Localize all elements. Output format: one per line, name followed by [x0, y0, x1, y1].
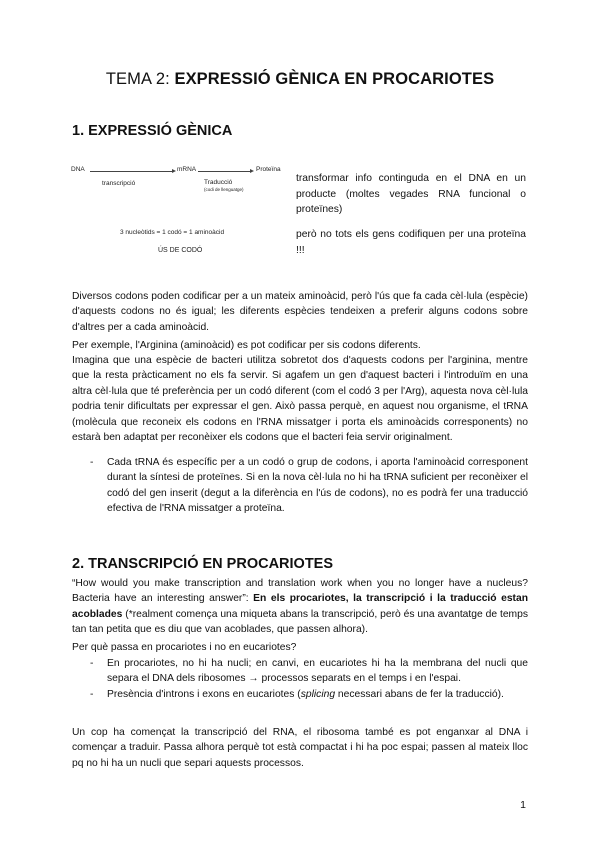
bullet-dash: - — [90, 688, 94, 700]
gene-expression-definition: transformar info continguda en el DNA en un producte (moltes vegades RNA funcional o proteïnes) — [296, 173, 526, 215]
prokaryote-bullet-list — [72, 656, 528, 702]
quote-text: “How would you make transcription and translation work when you no longer have a nucleus? Bacteria have an interesting answer”: — [72, 578, 528, 605]
bullet-dash: - — [90, 658, 94, 669]
list-item — [72, 455, 528, 517]
diagram-transcription-label: transcripció — [102, 180, 136, 187]
arginine-example-line: Per exemple, l'Arginina (aminoàcid) es pot codificar per sis codons diferents. — [72, 340, 421, 351]
ribosome-paragraph: Un cop ha començat la transcripció del RNA, el ribosoma també es pot enganxar al DNA i començar a traduir. Passa alhora perquè tot està compactat i hi ha poc espai; passen al mateix lloc pq no hi ha un nucli que separi aquests processos. — [72, 727, 528, 769]
page-title — [0, 70, 600, 89]
diagram-translation-label: Traducció — [204, 179, 233, 186]
question-line: Per què passa en procariotes i no en eucariotes? — [72, 642, 297, 653]
splicing-term: splicing — [300, 688, 336, 700]
page-number: 1 — [520, 799, 526, 811]
diagram-translation-sub: (codi de llenguatge) — [204, 187, 244, 192]
diagram-dna-label: DNA — [71, 166, 85, 173]
diagram-caption: ÚS DE CODÓ — [158, 247, 203, 254]
arrowhead-2 — [250, 169, 254, 173]
diagram-mrna-label: mRNA — [177, 166, 197, 173]
introns-bullet-b: necessari abans de fer la traducció). — [335, 688, 504, 700]
gene-expression-note: però no tots els gens codifiquen per una proteïna !!! — [296, 229, 526, 256]
diagram-protein-label: Proteïna — [256, 166, 281, 173]
title-prefix: TEMA 2: — [105, 70, 170, 88]
title-main: EXPRESSIÓ GÈNICA EN PROCARIOTES — [174, 70, 495, 88]
list-item — [72, 687, 528, 702]
diagram-codon-rule: 3 nucleòtids = 1 codó = 1 aminoàcid — [120, 229, 225, 236]
nucleus-bullet-text: En procariotes, no hi ha nucli; en canvi, en eucariotes hi ha la membrana del nucli que separa el DNA dels ribosomes → processos separats en el temps i en l'espai. — [107, 658, 528, 685]
quote-bold-text: En els procariotes, la transcripció i la traducció estan acoblades — [72, 593, 528, 620]
section1-heading: 1. EXPRESSIÓ GÈNICA — [72, 123, 233, 139]
trna-bullet-text: Cada tRNA és específic per a un codó o grup de codons, i aporta l'aminoàcid corresponent durant la síntesi de proteïnes. Si en la nova cèl·lula no hi ha tRNA suficient per reconèixer el codó del gen inserit (degut a la diferència en l'ús de codons), no es podrà fer una traducció efectiva de l'RNA missatger a proteïna. — [107, 457, 528, 515]
bullet-dash: - — [90, 457, 94, 468]
codon-usage-paragraph: Diversos codons poden codificar per a un mateix aminoàcid, però l'ús que fa cada cèl·lula (espècie) d'aquests codons no és igual; les diferents espècies tendeixen a preferir alguns codons sobre d'altres per a cada aminoàcid. — [72, 291, 528, 333]
list-item — [72, 656, 528, 687]
arrowhead-1 — [172, 169, 176, 173]
introns-bullet-a: Presència d'introns i exons en eucariotes ( — [107, 688, 301, 700]
arrow-mrna-protein — [198, 171, 252, 172]
gene-expression-diagram — [70, 163, 290, 263]
quote-rest-text: (*realment comença una miqueta abans la transcripció, però és una avantatge de temps tan tan petita que es diu que van acoblades, que passen alhora). — [72, 608, 528, 636]
section2-heading: 2. TRANSCRIPCIÓ EN PROCARIOTES — [72, 556, 334, 572]
arginine-example-paragraph: Imagina que una espècie de bacteri utilitza sobretot dos d'aquests codons per l'arginina, mentre que la resta pràcticament no els fa servir. Si agafem un gen d'aquest bacteri i l'introduïm en una altra cèl·lula que té preferència per un codó diferent (com el codó 3 per l'Arg), aquesta nova cèl·lula podria tenir dificultats per expressar el gen. Això passa perquè, en aquest nou organisme, el tRNA (molècula que reconeix els codons en l'RNA missatger i porta els aminoàcids corresponents) no estarà ben adaptat per reconèixer els codons que el bacteri feia servir originalment. — [72, 355, 528, 444]
trna-bullet-list — [72, 455, 528, 517]
arrow-dna-mrna — [90, 171, 174, 172]
coupling-paragraph — [72, 576, 528, 638]
